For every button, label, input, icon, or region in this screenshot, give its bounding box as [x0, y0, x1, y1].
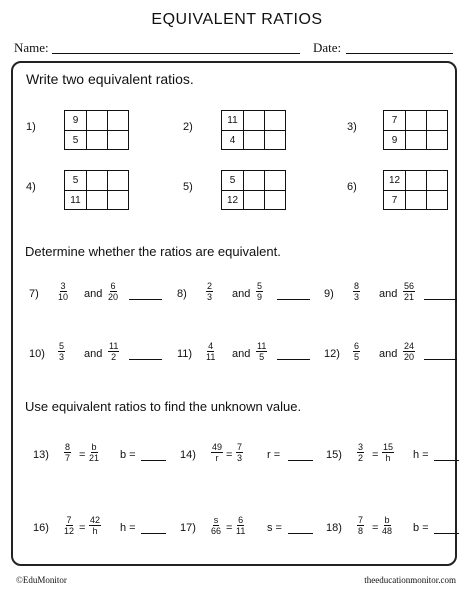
- ratio-b: [108, 341, 119, 362]
- name-field[interactable]: [52, 53, 300, 54]
- unknown-label: h =: [413, 449, 429, 461]
- ratio-a-numerator: 7: [358, 515, 364, 525]
- problem-number: 11): [177, 348, 193, 360]
- problem-number: 13): [33, 449, 49, 461]
- ratio-a-numerator: 4: [208, 341, 214, 351]
- unknown-label: b =: [120, 449, 136, 461]
- ratio-a-denominator: 66: [211, 526, 222, 536]
- answer-blank[interactable]: [288, 533, 313, 534]
- equals-sign: =: [372, 522, 379, 534]
- given-numerator: 5: [72, 175, 79, 186]
- ratio-a-numerator: 7: [66, 515, 72, 525]
- given-numerator: 5: [229, 175, 236, 186]
- ratio-a-denominator: 3: [59, 352, 65, 362]
- ratio-a: [211, 515, 221, 536]
- problem-number: 1): [26, 121, 36, 133]
- ratio-table[interactable]: [383, 110, 448, 150]
- ratio-a: [353, 341, 360, 362]
- problem-number: 12): [324, 348, 340, 360]
- ratio-b-numerator: 7: [237, 442, 243, 452]
- ratio-b: [256, 341, 267, 362]
- answer-blank[interactable]: [277, 299, 310, 300]
- problem-number: 10): [29, 348, 45, 360]
- answer-blank[interactable]: [434, 533, 459, 534]
- ratio-b-denominator: 21: [89, 453, 100, 463]
- given-denominator: 11: [70, 195, 81, 206]
- ratio-a: [64, 515, 74, 536]
- ratio-a-numerator: 8: [354, 281, 360, 291]
- ratio-table[interactable]: [221, 110, 286, 150]
- section1-heading: Write two equivalent ratios.: [26, 71, 194, 87]
- ratio-a-denominator: 10: [58, 292, 69, 302]
- ratio-b-numerator: b: [384, 515, 390, 525]
- and-label: and: [84, 348, 103, 360]
- ratio-b-denominator: 5: [259, 352, 265, 362]
- ratio-a: [357, 442, 364, 463]
- given-denominator: 7: [391, 195, 398, 206]
- ratio-a-numerator: 6: [354, 341, 360, 351]
- given-denominator: 9: [391, 135, 398, 146]
- ratio-b: [89, 442, 99, 463]
- ratio-a-denominator: 5: [354, 352, 360, 362]
- ratio-a-numerator: 3: [60, 281, 66, 291]
- ratio-a: [64, 442, 71, 463]
- footer-website: theeducationmonitor.com: [364, 575, 456, 585]
- ratio-b: [236, 515, 245, 536]
- ratio-b: [382, 442, 394, 463]
- answer-blank[interactable]: [141, 460, 166, 461]
- and-label: and: [84, 288, 103, 300]
- ratio-b-denominator: h: [92, 526, 98, 536]
- given-denominator: 12: [226, 195, 239, 206]
- ratio-a: [58, 281, 68, 302]
- ratio-b-numerator: 11: [109, 341, 119, 351]
- ratio-b-numerator: 56: [404, 281, 415, 291]
- answer-blank[interactable]: [141, 533, 166, 534]
- ratio-a: [206, 281, 213, 302]
- answer-blank[interactable]: [129, 299, 162, 300]
- ratio-b-numerator: 24: [404, 341, 415, 351]
- equals-sign: =: [226, 522, 233, 534]
- ratio-b: [382, 515, 392, 536]
- unknown-label: h =: [120, 522, 136, 534]
- given-denominator: 5: [72, 135, 79, 146]
- date-label: Date:: [313, 40, 342, 55]
- ratio-b: [108, 281, 118, 302]
- ratio-b-denominator: h: [385, 453, 391, 463]
- ratio-a: [357, 515, 364, 536]
- problem-number: 3): [347, 121, 357, 133]
- ratio-b-denominator: 48: [382, 526, 393, 536]
- problem-number: 18): [326, 522, 342, 534]
- ratio-b: [89, 515, 101, 536]
- problem-number: 4): [26, 181, 36, 193]
- problem-number: 9): [324, 288, 334, 300]
- problem-number: 14): [180, 449, 196, 461]
- ratio-b-denominator: 20: [404, 352, 415, 362]
- answer-blank[interactable]: [277, 359, 310, 360]
- ratio-b-numerator: b: [91, 442, 97, 452]
- and-label: and: [379, 288, 398, 300]
- ratio-b-denominator: 3: [237, 453, 243, 463]
- ratio-b: [403, 341, 415, 362]
- ratio-a-denominator: 11: [206, 352, 216, 362]
- ratio-a-denominator: 8: [358, 526, 364, 536]
- ratio-b-numerator: 11: [257, 341, 267, 351]
- ratio-a-numerator: 5: [59, 341, 65, 351]
- and-label: and: [232, 348, 251, 360]
- ratio-table[interactable]: [64, 170, 129, 210]
- date-field[interactable]: [346, 53, 453, 54]
- problem-number: 17): [180, 522, 196, 534]
- ratio-a-denominator: 7: [65, 453, 71, 463]
- problem-number: 15): [326, 449, 342, 461]
- problem-number: 2): [183, 121, 193, 133]
- ratio-b: [236, 442, 243, 463]
- unknown-label: b =: [413, 522, 429, 534]
- ratio-a-numerator: 8: [65, 442, 71, 452]
- ratio-b-numerator: 6: [238, 515, 244, 525]
- ratio-a-denominator: 12: [64, 526, 75, 536]
- unknown-label: s =: [267, 522, 282, 534]
- given-numerator: 11: [227, 115, 238, 126]
- ratio-table[interactable]: [383, 170, 448, 210]
- ratio-a-numerator: 3: [358, 442, 364, 452]
- footer-copyright: ©EduMonitor: [16, 575, 67, 585]
- equals-sign: =: [372, 449, 379, 461]
- ratio-a-denominator: 2: [358, 453, 364, 463]
- ratio-b-numerator: 42: [90, 515, 101, 525]
- ratio-b-denominator: 9: [257, 292, 263, 302]
- answer-blank[interactable]: [424, 299, 457, 300]
- problem-number: 7): [29, 288, 39, 300]
- ratio-b-denominator: 21: [404, 292, 415, 302]
- equals-sign: =: [79, 449, 86, 461]
- worksheet-title: EQUIVALENT RATIOS: [151, 11, 323, 28]
- problem-number: 6): [347, 181, 357, 193]
- ratio-b: [256, 281, 263, 302]
- ratio-a: [353, 281, 360, 302]
- ratio-b-denominator: 11: [236, 526, 246, 536]
- given-numerator: 7: [391, 115, 398, 126]
- name-label: Name:: [14, 40, 49, 55]
- equals-sign: =: [226, 449, 233, 461]
- answer-blank[interactable]: [424, 359, 457, 360]
- and-label: and: [379, 348, 398, 360]
- given-numerator: 9: [72, 115, 79, 126]
- ratio-b-numerator: 15: [383, 442, 394, 452]
- answer-blank[interactable]: [288, 460, 313, 461]
- ratio-table[interactable]: [221, 170, 286, 210]
- answer-blank[interactable]: [129, 359, 162, 360]
- ratio-a-numerator: 2: [207, 281, 213, 291]
- and-label: and: [232, 288, 251, 300]
- ratio-b-denominator: 2: [111, 352, 117, 362]
- answer-blank[interactable]: [434, 460, 459, 461]
- ratio-a-numerator: s: [213, 515, 219, 525]
- section3-heading: Use equivalent ratios to find the unknown value.: [25, 399, 302, 414]
- ratio-a: [211, 442, 223, 463]
- ratio-b-numerator: 6: [110, 281, 116, 291]
- equals-sign: =: [79, 522, 86, 534]
- given-denominator: 4: [229, 135, 236, 146]
- problem-number: 16): [33, 522, 49, 534]
- section2-heading: Determine whether the ratios are equivalent.: [25, 244, 281, 259]
- ratio-a-denominator: 3: [354, 292, 360, 302]
- ratio-a: [206, 341, 215, 362]
- given-numerator: 12: [388, 175, 401, 186]
- ratio-b-denominator: 20: [108, 292, 119, 302]
- ratio-table[interactable]: [64, 110, 129, 150]
- ratio-b: [403, 281, 415, 302]
- ratio-a: [58, 341, 65, 362]
- problem-number: 5): [183, 181, 193, 193]
- unknown-label: r =: [267, 449, 281, 461]
- ratio-a-numerator: 49: [212, 442, 223, 452]
- ratio-b-numerator: 5: [257, 281, 263, 291]
- problem-number: 8): [177, 288, 187, 300]
- ratio-a-denominator: r: [215, 453, 219, 463]
- ratio-a-denominator: 3: [207, 292, 213, 302]
